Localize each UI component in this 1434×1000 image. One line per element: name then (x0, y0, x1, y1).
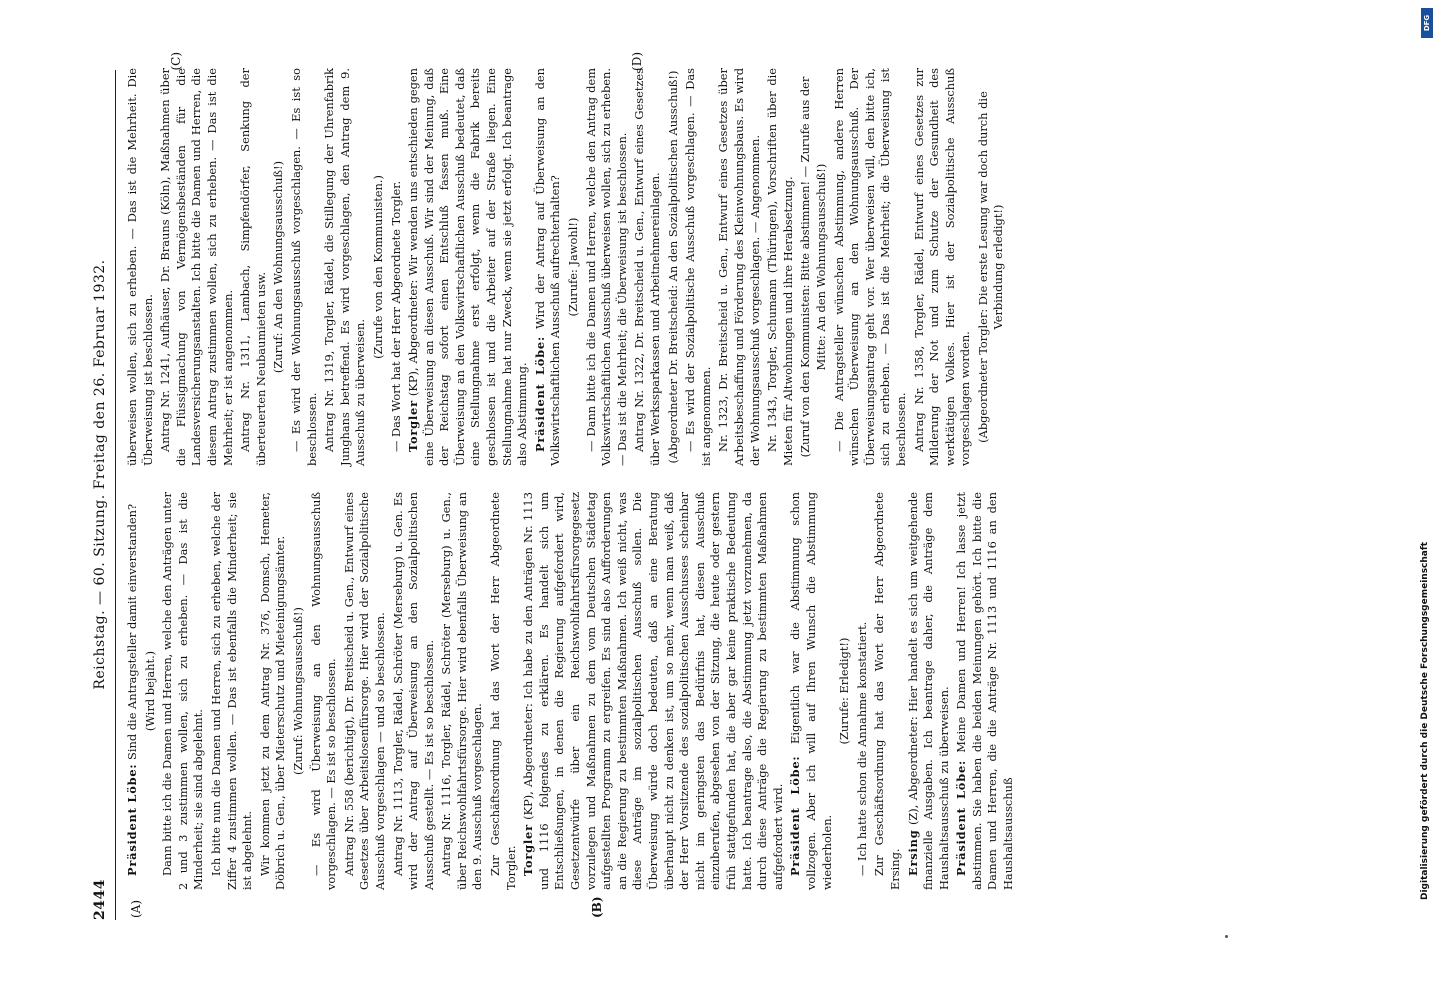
speaker-name: Torgler (521, 824, 536, 876)
paragraph (209, 492, 256, 890)
paragraph (389, 68, 405, 466)
paragraph-text: Antrag Nr. 1241, Aufhäuser, Dr. Brauns (Köln), Maßnahmen über die Flüssigmachung von Vermögensbeständen für die Landesversicherungsanstalten. Ich bitte die Damen und Herren, die diesem Antrag zustimmen wollen, sich zu erheben. — Das ist die Mehrheit; er ist angenommen. (158, 68, 235, 466)
dfg-logo: DFG (1421, 8, 1433, 38)
speaker-name: Präsident Löbe: (954, 759, 969, 876)
paragraph-text: (KP), Abgeordneter: Ich habe zu den Anträgen Nr. 1113 und 1116 folgendes zu erklären. Es handelt sich um Entschließungen, in denen die Regierung aufgefordert wird, Gesetzentwürfe über ein Reichswohlfahrtsfürsorgegesetz vorzulegen und Maßnahmen zu dem vom Deutschen Städtetag aufgestellten Programm zu ergreifen. Es sind also Aufforderungen an die Regierung zu bestimmten Maßnahmen. Ich weiß nicht, was diese Anträge im sozialpolitischen Ausschuß sollen. Die Überweisung würde doch bedeuten, daß an eine Beratung überhaupt nicht zu denken ist, um so mehr, wenn man weiß, daß der Herr Vorsitzende des sozialpolitischen Ausschusses scheinbar nicht im geringsten das Bedürfnis hat, diesen Ausschuß einzuberufen, abgesehen von der Sitzung, die heute oder gestern früh stattgefunden hat, die aber gar keine praktische Bedeutung hatte. Ich beantrage also, die Abstimmung jetzt vorzunehmen, da durch diese Anträge die Regierung zu bestimmten Maßnahmen aufgefordert wird. (521, 492, 785, 890)
interjection: (Zurufe von den Kommunisten.) (370, 175, 385, 359)
paragraph-text: — Dann bitte ich die Damen und Herren, welche den Antrag dem Volkswirtschaftlichen Ausschuß überweisen wollen, sich zu erheben. — Das ist die Mehrheit; die Überweisung ist beschlossen. (583, 68, 629, 466)
speech-paragraph (954, 492, 1016, 890)
paragraph-text: Antrag Nr. 1358, Torgler, Rädel, Entwurf eines Gesetzes zur Milderung der Not und zum Schutze der Gesundheit des werktätigen Volkes. Hier ist der Sozialpolitische Ausschuß vorgeschlagen worden. (911, 68, 973, 466)
right-column (125, 52, 1315, 466)
paragraph-text: Antrag Nr. 1319, Torgler, Rädel, die Stillegung der Uhrenfabrik Junghans betreffend. Es wird vorgeschlagen, den Antrag dem 9. Ausschuß zu überweisen. (322, 68, 368, 466)
left-column (125, 492, 1315, 890)
paragraph-text: — Das Wort hat der Herr Abgeordnete Torgler. (388, 180, 403, 452)
paragraph-text: Zur Geschäftsordnung hat das Wort der Herr Abgeordnete Ersing. (872, 492, 902, 890)
paragraph-text: Dann bitte ich die Damen und Herren, welche den Anträgen unter 2 und 3 zustimmen wollen, sich zu erheben. — Das ist die Minderheit; sie sind abgelehnt. (160, 492, 206, 890)
paragraph (765, 68, 796, 466)
speech-paragraph (521, 492, 786, 890)
paragraph (322, 68, 369, 466)
speech-paragraph (906, 492, 953, 890)
paragraph (258, 492, 289, 890)
paragraph-text: überweisen wollen, sich zu erheben. — Das ist die Mehrheit. Die Überweisung ist beschlossen. (125, 68, 155, 466)
paragraph (342, 492, 389, 890)
paragraph-text: Antrag Nr. 1116, Torgler, Rädel, Schröter (Merseburg) u. Gen., über Reichswohlfahrtsfürsorge. Hier wird ebenfalls Überweisung an den 9. Ausschuß vorgeschlagen. (439, 492, 485, 890)
paragraph (439, 492, 486, 890)
scan-speck (1225, 935, 1228, 938)
speaker-name: Präsident Löbe: (125, 763, 139, 876)
interjection: (Zuruf: An den Wohnungsausschuß!) (271, 160, 286, 374)
margin-letter-c: (C) (169, 52, 183, 71)
paragraph-text: Antrag Nr. 558 (berichtigt), Dr. Breitscheid u. Gen., Entwurf eines Gesetzes über Arbeitslosenfürsorge. Hier wird der Sozialpolitische Ausschuß vorgeschlagen — und so beschlossen. (341, 492, 387, 890)
digitization-credit: Digitalisierung gefördert durch die Deutsche Forschungsgemeinschaft (1420, 541, 1430, 900)
paragraph-text: Ich bitte nun die Damen und Herren, sich zu erheben, welche der Ziffer 4 zustimmen wollen. — Das ist ebenfalls die Minderheit; sie ist abgelehnt. (208, 492, 255, 890)
paragraph-text: — Ich hatte schon die Annahme konstatiert. (854, 621, 869, 876)
interjection: (Zurufe: Erledigt!) (837, 637, 852, 745)
paragraph-text: Antrag Nr. 1113, Torgler, Rädel, Schröter (Merseburg) u. Gen. Es wird der Antrag auf Überweisung an den Sozialpolitischen Ausschuß gestellt. — Es ist so beschlossen. (390, 492, 436, 890)
speech-paragraph (125, 492, 141, 890)
paragraph-text: Nr. 1323, Dr. Breitscheid u. Gen., Entwurf eines Gesetzes über Arbeitsbeschaffung und Förderung des Kleinwohnungsbaus. Es wird der Wohnungsausschuß vorgeschlagen. — Angenommen. (716, 68, 762, 466)
paragraph (289, 68, 320, 466)
speaker-name: Torgler (406, 400, 421, 452)
paragraph-text: Antrag Nr. 1311, Lambach, Simpfendörfer, Senkung der überteuerten Neubaumieten usw. (238, 68, 268, 466)
speaker-name: Präsident Löbe: (532, 336, 547, 452)
speaker-name: Präsident Löbe: (788, 755, 803, 876)
paragraph-text: — Es wird Überweisung an den Wohnungsausschuß vorgeschlagen. — Es ist so beschlossen. (308, 492, 339, 890)
paragraph-text: — Es wird der Sozialpolitische Ausschuß vorgeschlagen. — Das ist angenommen. (683, 68, 713, 466)
paragraph (160, 492, 207, 890)
paragraph-text: Sind die Antragsteller damit einverstanden? (125, 503, 139, 760)
paragraph (716, 68, 763, 466)
paragraph (488, 492, 519, 890)
paragraph (309, 492, 340, 890)
paragraph (584, 68, 631, 466)
paragraph (391, 492, 438, 890)
interjection: (Zurufe: Jawohl!) (566, 217, 581, 317)
paragraph-text: Zur Geschäftsordnung hat das Wort der Herr Abgeordnete Torgler. (488, 492, 518, 890)
session-title: Reichstag. — 60. Sitzung. Freitag den 26. Februar 1932. (92, 259, 108, 690)
paragraph (872, 492, 903, 890)
paragraph-text: (KP), Abgeordneter: Wir wenden uns entschieden gegen eine Überweisung an diesen Ausschuß. Wir sind der Meinung, daß der Reichstag sofort einen Entschluß fassen muß. Eine Überweisung an den Volkswirtschaftlichen Ausschuß bedeutet, daß eine Stellungnahme erst erfolgt, wenn die Fabrik bereits geschlossen ist und die Arbeiter auf der Straße liegen. Eine Stellungnahme hat nur Zweck, wenn sie jetzt erfolgt. Ich beantrage also Abstimmung. (406, 68, 530, 466)
paragraph-text: Meine Damen und Herren! Ich lasse jetzt abstimmen. Sie haben die beiden Meinungen gehört. Ich bitte die Damen und Herren, die die Anträge Nr. 1113 und 1116 an den Haushaltsausschuß (954, 491, 1016, 890)
paragraph-text: — Es wird der Wohnungsausschuß vorgeschlagen. — Es ist so beschlossen. (288, 68, 319, 466)
rotated-document-page (85, 52, 1315, 930)
speech-paragraph (788, 492, 835, 890)
interjection: (Zuruf von den Kommunisten: Bitte abstimmen! — Zurufe aus der Mitte: An den Wohnungsausschuß!) (798, 76, 828, 458)
paragraph-text: Antrag Nr. 1322, Dr. Breitscheid u. Gen., Entwurf eines Gesetzes über Werkssparkassen und Arbeitnehmereinlagen. (632, 68, 662, 466)
paragraph (912, 68, 974, 466)
paragraph (832, 68, 910, 466)
text-columns (125, 52, 1315, 930)
interjection: (Abgeordneter Torgler: Die erste Lesung war doch durch die Verbindung erledigt!) (975, 91, 1006, 443)
paragraph-text: Nr. 1343, Torgler, Schumann (Thüringen), Vorschriften über die Mieten für Altwohnungen und ihre Herabsetzung. (765, 68, 795, 466)
page-header (85, 70, 116, 920)
paragraph (238, 68, 269, 466)
margin-letter-b: (B) (590, 896, 604, 918)
page-number: 2444 (92, 879, 108, 920)
paragraph (125, 68, 156, 466)
interjection: (Abgeordneter Dr. Breitscheid: An den Sozialpolitischen Ausschuß!) (665, 70, 680, 464)
speaker-name: Ersing (905, 829, 920, 876)
margin-letter-a: (A) (129, 899, 143, 918)
speech-paragraph (533, 68, 564, 466)
margin-letter-d: (D) (630, 52, 644, 71)
paragraph-text: Wird der Antrag auf Überweisung an den Volkswirtschaftlichen Ausschuß aufrechterhalten? (532, 67, 563, 466)
paragraph-text: — Die Antragsteller wünschen Abstimmung, andere Herren wünschen Überweisung an den Wohnungsausschuß. Der Überweisungsantrag geht vor. Wer überweisen will, den bitte ich, sich zu erheben. — Das ist die Mehrheit; die Überweisung ist beschlossen. (831, 68, 908, 466)
paragraph (158, 68, 236, 466)
paragraph-text: (Z), Abgeordneter: Hier handelt es sich um weitgehende finanzielle Ausgaben. Ich beantrage daher, die Anträge dem Haushaltsausschuß zu überweisen. (905, 491, 951, 890)
interjection: (Wird bejaht.) (142, 650, 157, 732)
speech-paragraph (406, 68, 531, 466)
paragraph-text: Wir kommen jetzt zu dem Antrag Nr. 376, Domsch, Hemeter, Döbrich u. Gen., über Mieterschutz und Mieteinigungsämter. (257, 492, 288, 890)
paragraph (632, 68, 663, 466)
paragraph (683, 68, 714, 466)
paragraph (855, 492, 871, 890)
paragraph-text: Eigentlich war die Abstimmung schon vollzogen. Aber ich will auf Ihren Wunsch die Abstimmung wiederholen. (788, 492, 834, 890)
interjection: (Zuruf: Wohnungsausschuß!) (290, 607, 305, 775)
